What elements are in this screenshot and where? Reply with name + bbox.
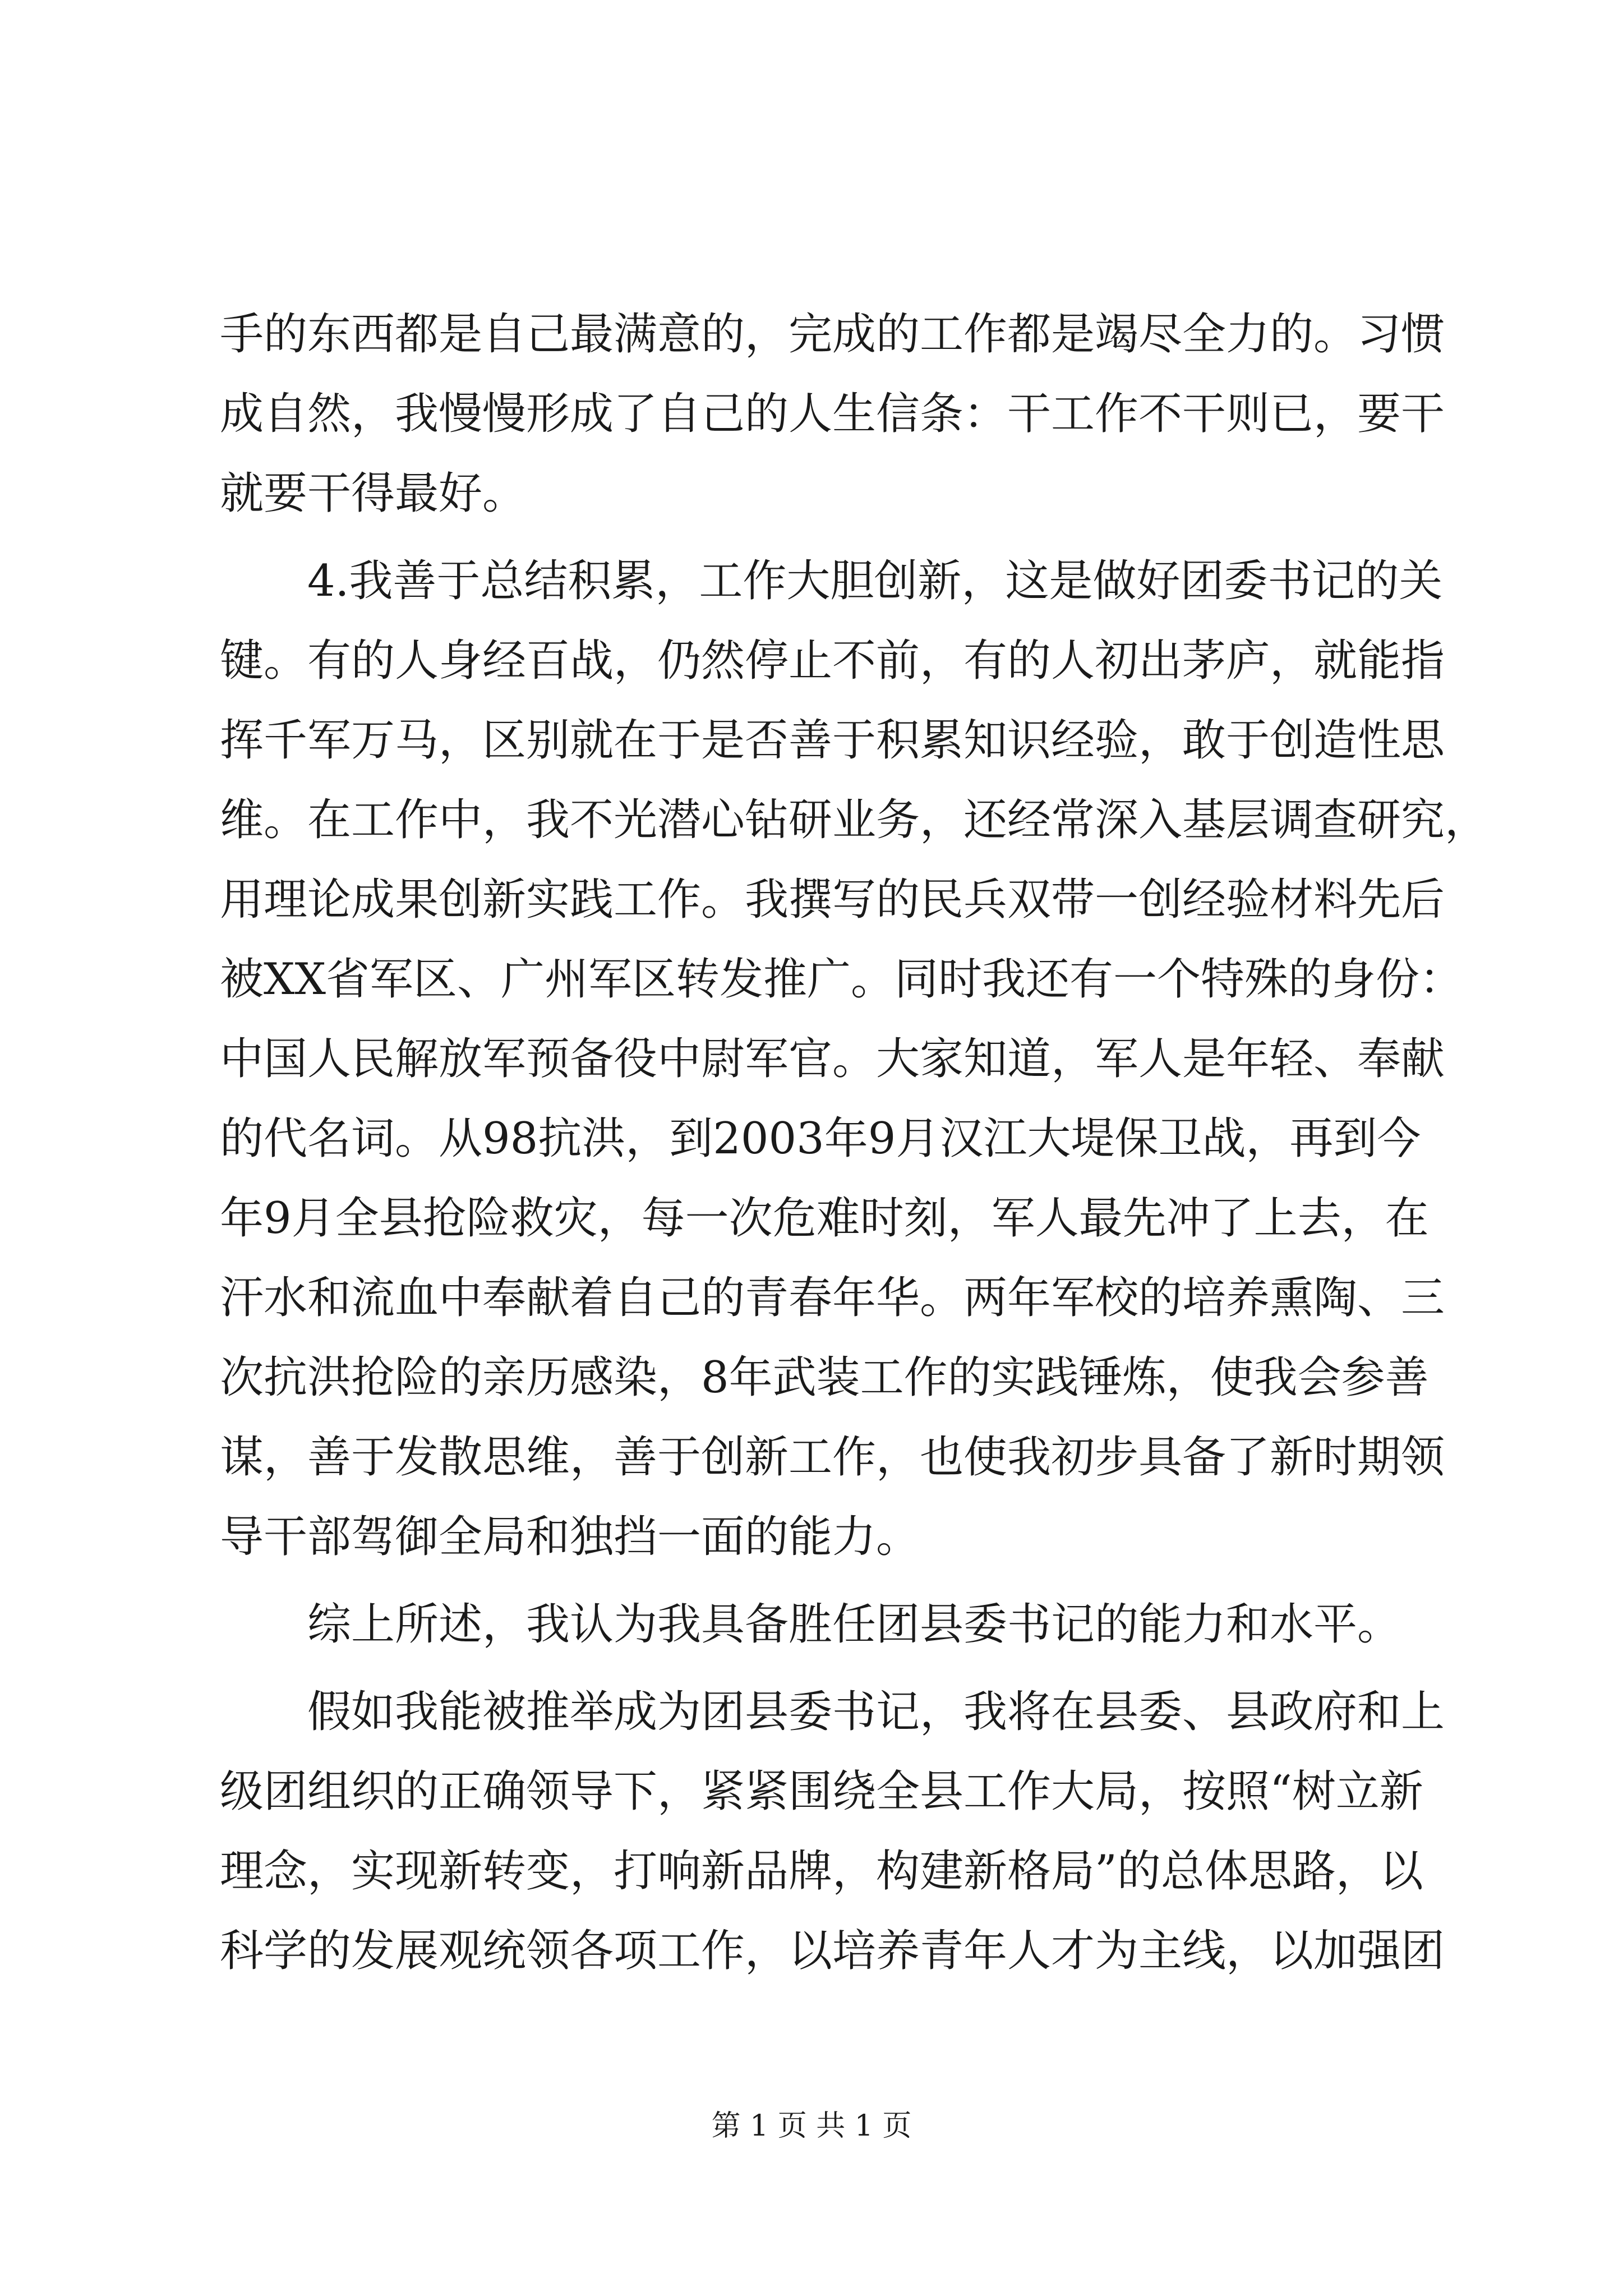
document-body bbox=[220, 295, 1489, 1991]
text-line: 手的东西都是自己最满意的，完成的工作都是竭尽全力的。习惯 bbox=[220, 309, 1445, 360]
text-line: 假如我能被推举成为团县委书记，我将在县委、县政府和上 bbox=[220, 1687, 1445, 1737]
text-line: 中国人民解放军预备役中尉军官。大家知道，军人是年轻、奉献 bbox=[220, 1034, 1445, 1084]
text-line: 维。在工作中，我不光潜心钻研业务，还经常深入基层调查研究， bbox=[220, 795, 1489, 845]
text-line: 次抗洪抢险的亲历感染，8年武装工作的实践锤炼，使我会参善 bbox=[220, 1352, 1429, 1403]
text-line: 4.我善于总结积累，工作大胆创新，这是做好团委书记的关 bbox=[220, 556, 1443, 606]
text-line: 理念，实现新转变，打响新品牌，构建新格局”的总体思路，以 bbox=[220, 1846, 1423, 1897]
text-line: 挥千军万马，区别就在于是否善于积累知识经验，敢于创造性思 bbox=[220, 715, 1445, 766]
text-line: 导干部驾御全局和独挡一面的能力。 bbox=[220, 1512, 920, 1562]
text-line: 成自然，我慢慢形成了自己的人生信条：干工作不干则已，要干 bbox=[220, 389, 1445, 439]
text-line: 谋，善于发散思维，善于创新工作，也使我初步具备了新时期领 bbox=[220, 1432, 1445, 1483]
text-line: 的代名词。从98抗洪，到2003年9月汉江大堤保卫战，再到今 bbox=[220, 1114, 1421, 1164]
text-line: 综上所述，我认为我具备胜任团县委书记的能力和水平。 bbox=[220, 1599, 1401, 1650]
text-line: 科学的发展观统领各项工作，以培养青年人才为主线，以加强团 bbox=[220, 1926, 1445, 1976]
text-line: 用理论成果创新实践工作。我撰写的民兵双带一创经验材料先后 bbox=[220, 875, 1445, 925]
text-line: 汗水和流血中奉献着自己的青春年华。两年军校的培养熏陶、三 bbox=[220, 1273, 1445, 1323]
text-line: 被XX省军区、广州军区转发推广。同时我还有一个特殊的身份： bbox=[220, 954, 1464, 1005]
text-line: 键。有的人身经百战，仍然停止不前，有的人初出茅庐，就能指 bbox=[220, 636, 1445, 686]
text-line: 级团组织的正确领导下，紧紧围绕全县工作大局，按照“树立新 bbox=[220, 1766, 1423, 1817]
text-line: 年9月全县抢险救灾，每一次危难时刻，军人最先冲了上去，在 bbox=[220, 1193, 1429, 1244]
text-line: 就要干得最好。 bbox=[220, 468, 527, 519]
page-footer: 第 1 页 共 1 页 bbox=[711, 2109, 912, 2143]
